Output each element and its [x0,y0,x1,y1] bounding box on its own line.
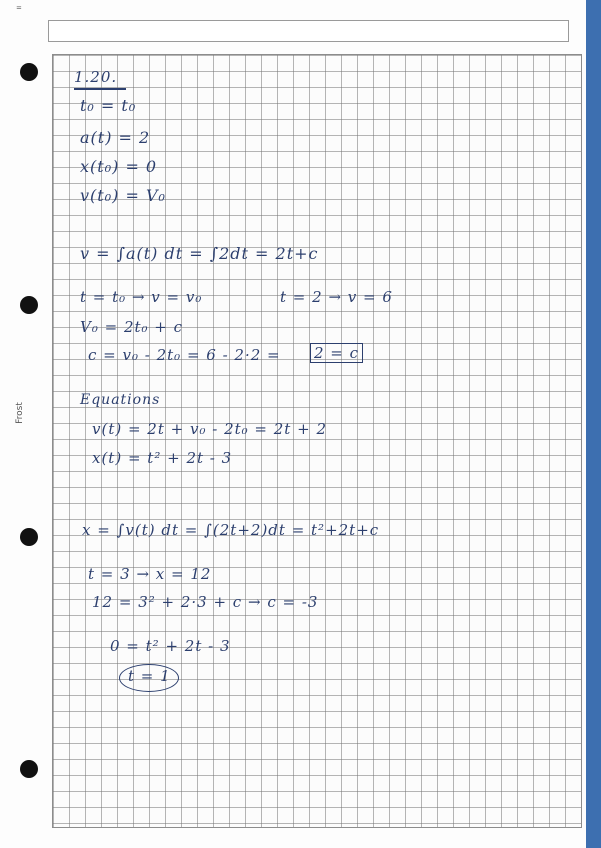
line-t0: t₀ = t₀ [80,96,137,115]
line-v0: V₀ = 2t₀ + c [80,318,184,336]
line-solve-c: 12 = 3² + 2·3 + c → c = -3 [92,593,319,611]
line-v-integral: v = ∫a(t) dt = ∫2dt = 2t+c [80,244,319,263]
line-x-integral: x = ∫v(t) dt = ∫(2t+2)dt = t²+2t+c [82,521,380,539]
punch-hole-3 [20,528,38,546]
equations-heading: Equations [80,392,161,408]
line-t-condition: t = t₀ → v = v₀ [80,288,203,306]
header-box [48,20,569,42]
line-t3: t = 3 → x = 12 [88,565,212,583]
answer-text: t = 1 [128,667,171,685]
boxed-c-result: 2 = c [310,343,363,363]
line-acceleration: a(t) = 2 [80,128,151,147]
line-root-equation: 0 = t² + 2t - 3 [110,637,231,655]
problem-title: 1.20. [74,68,118,86]
line-x-of-t: x(t) = t² + 2t - 3 [92,449,233,467]
blue-page-edge [586,0,601,848]
punch-hole-2 [20,296,38,314]
page-mark: = [16,4,22,12]
line-v-of-t: v(t) = 2t + v₀ - 2t₀ = 2t + 2 [92,420,327,438]
line-t-condition-2: t = 2 → v = 6 [280,288,393,306]
punch-hole-1 [20,63,38,81]
title-underline [74,88,126,90]
brand-text: Frost [14,402,25,424]
line-v-t0: v(t₀) = V₀ [80,186,166,205]
punch-hole-4 [20,760,38,778]
line-x-t0: x(t₀) = 0 [80,157,158,176]
line-c-equation: c = v₀ - 2t₀ = 6 - 2·2 = [88,346,281,364]
